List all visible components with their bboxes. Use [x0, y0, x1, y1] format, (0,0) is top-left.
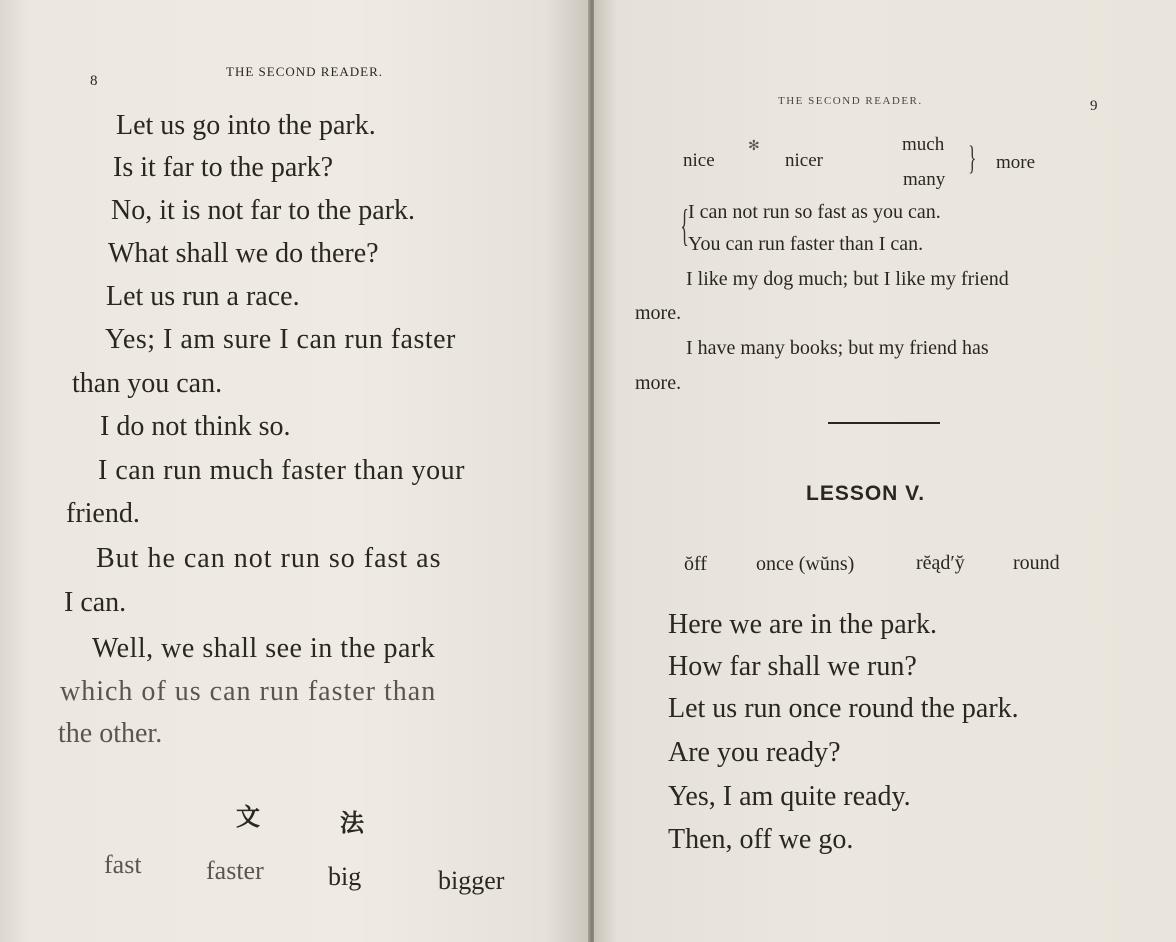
comparison-word: faster	[206, 856, 264, 885]
page-number: 8	[90, 73, 98, 89]
text-line: Yes; I am sure I can run faster	[105, 324, 456, 355]
brace-icon: }	[968, 140, 977, 177]
text-line: I like my dog much; but I like my friend	[686, 268, 1009, 290]
text-line: Then, off we go.	[668, 824, 854, 855]
page-number: 9	[1090, 98, 1098, 114]
text-line: I can.	[64, 587, 127, 618]
text-line: which of us can run faster than	[60, 676, 437, 707]
brace-icon: {	[680, 201, 689, 250]
heading-cjk-char: 法	[340, 809, 364, 837]
comparison-word: bigger	[438, 866, 505, 895]
text-line: than you can.	[72, 368, 223, 399]
text-line: I can not run so fast as you can.	[688, 201, 941, 223]
vocabulary-word: round	[1013, 552, 1060, 574]
lesson-title: LESSON V.	[806, 482, 926, 505]
text-line: Are you ready?	[668, 737, 841, 768]
text-line: more.	[635, 302, 682, 324]
ink-mark-icon: ✻	[748, 139, 760, 154]
vocabulary-word: rĕąd′y̆	[916, 552, 965, 574]
comparison-word: fast	[104, 850, 142, 879]
comparison-word: nicer	[785, 150, 823, 171]
vocabulary-word: once (wŭns)	[756, 553, 855, 575]
text-line: What shall we do there?	[108, 238, 379, 269]
text-line: No, it is not far to the park.	[111, 195, 416, 226]
right-page	[594, 0, 1176, 942]
text-line: Is it far to the park?	[113, 152, 334, 183]
text-line: I can run much faster than your	[98, 455, 465, 486]
text-line: Here we are in the park.	[668, 609, 937, 640]
text-line: Well, we shall see in the park	[92, 633, 436, 664]
text-line: Yes, I am quite ready.	[668, 781, 911, 812]
text-line: Let us go into the park.	[116, 110, 376, 141]
text-line: I do not think so.	[100, 411, 291, 442]
section-divider	[828, 422, 940, 424]
text-line: more.	[635, 372, 682, 394]
text-line: the other.	[58, 718, 163, 749]
comparison-word: big	[328, 862, 362, 891]
text-line: Let us run a race.	[106, 281, 300, 312]
text-line: But he can not run so fast as	[96, 543, 442, 574]
running-head: THE SECOND READER.	[778, 95, 923, 107]
comparison-word: much	[902, 134, 945, 155]
comparison-word: more	[996, 152, 1036, 173]
running-head: THE SECOND READER.	[226, 64, 384, 79]
comparison-word: many	[903, 169, 946, 190]
text-line: I have many books; but my friend has	[686, 337, 989, 359]
text-line: friend.	[66, 498, 140, 529]
text-line: How far shall we run?	[668, 651, 917, 682]
vocabulary-word: ŏff	[684, 553, 707, 575]
text-line: Let us run once round the park.	[668, 693, 1019, 724]
heading-cjk-char: 文	[236, 803, 260, 831]
comparison-word: nice	[683, 150, 715, 171]
text-line: You can run faster than I can.	[688, 233, 924, 255]
